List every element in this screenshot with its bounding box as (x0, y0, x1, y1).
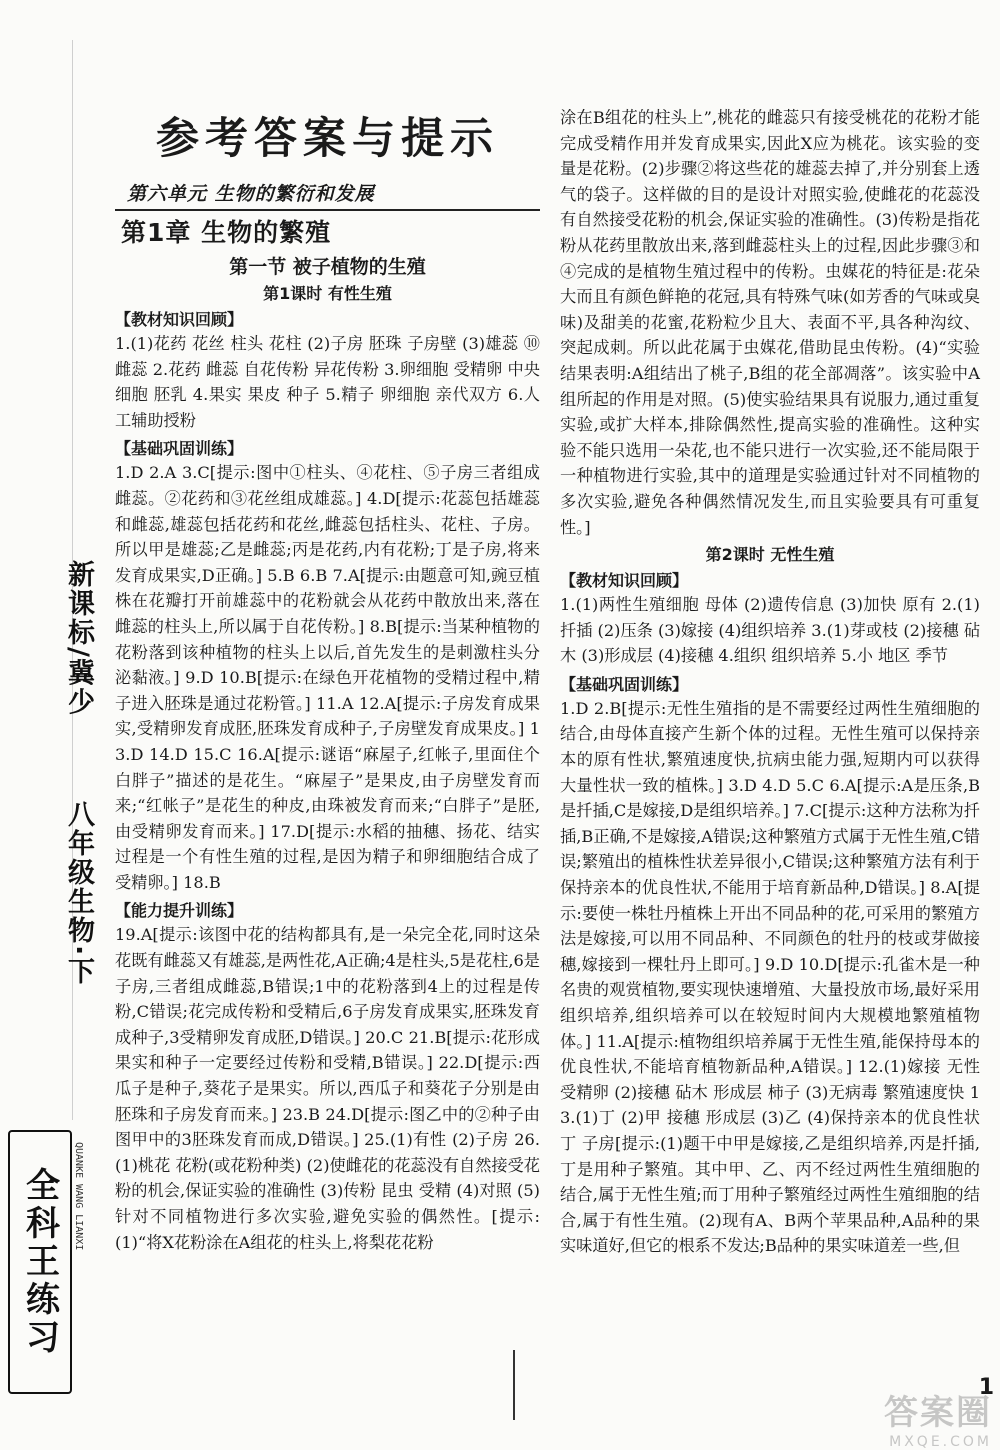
block-heading: 【基础巩固训练】 (115, 439, 244, 459)
right-column (560, 105, 980, 1259)
watermark-title: 答案圈 (884, 1393, 992, 1433)
book-spine (0, 0, 110, 1440)
answer-paragraph: 1.D 2.B[提示:无性生殖指的是不需要经过两性生殖细胞的结合,由母体直接产生新个体的过程。无性生殖可以保持亲本的原有性状,繁殖速度快,抗病虫能力强,短期内可以获得大量性状一致的植株。] 3.D 4.D 5.C 6.A[提示:A是压条,B是扦插,C是嫁接,D是组织培养。] 7.C[提示:这种方法称为扦插,B正确,不是嫁接,A错误;这种繁殖方式属于无性生殖,C错误;繁殖出的植株性状差异很小,C错误;这种繁殖方法有利于保持亲本的优良性状,不能用于培育新品种,D错误。] 8.A[提示:要使一株牡丹植株上开出不同品种的花,可采用的繁殖方法是嫁接,可以用不同品种、不同颜色的牡丹的枝或芽做接穗,嫁接到一棵牡丹上即可。] 9.D 10.D[提示:孔雀木是一种名贵的观赏植物,要实现快速增殖、大量投放市场,最好采用组织培养,组织培养可以在较短时间内大规模地繁殖植物体。] 11.A[提示:植物组织培养属于无性生殖,能保持母本的优良性状,不能培育植物新品种,A错误。] 12.(1)嫁接 无性 受精卵 (2)接穗 砧木 形成层 柿子 (3)无病毒 繁殖速度快 13.(1)丁 (2)甲 接穗 形成层 (3)乙 (4)保持亲本的优良性状 丁 子房[提示:(1)题干中甲是嫁接,乙是组织培养,丙是扦插,丁是用种子繁殖。其中甲、乙、丙不经过两性生殖细胞的结合,属于无性生殖;而丁用种子繁殖经过两性生殖细胞的结合,属于有性生殖。(2)现有A、B两个苹果品种,A品种的果实味道好,但它的根系不发达;B品种的果实味道差一些,但 (560, 698, 980, 1256)
page-title: 参考答案与提示 (156, 114, 499, 164)
lesson-title: 第1课时 有性生殖 (263, 284, 392, 303)
answer-paragraph: 1.(1)花药 花丝 柱头 花柱 (2)子房 胚珠 子房壁 (3)雄蕊 ⑩ 雌蕊 2.花药 雌蕊 自花传粉 异花传粉 3.卵细胞 受精卵 中央细胞 胚乳 4.果实 果皮 种子 5.精子 卵细胞 亲代双方 6.人工辅助授粉 (115, 334, 540, 430)
unit-title: 第六单元 生物的繁衍和发展 (115, 177, 540, 211)
section-title: 第一节 被子植物的生殖 (229, 256, 426, 278)
left-column (115, 0, 540, 1255)
answer-paragraph: 1.D 2.A 3.C[提示:图中①柱头、④花柱、⑤子房三者组成雌蕊。②花药和③花丝组成雄蕊。] 4.D[提示:花蕊包括雄蕊和雌蕊,雄蕊包括花药和花丝,雌蕊包括柱头、花柱、子房。所以甲是雄蕊;乙是雌蕊;丙是花药,内有花粉;丁是子房,将来发育成果实,D正确。] 5.B 6.B 7.A[提示:由题意可知,豌豆植株在花瓣打开前雄蕊中的花粉就会从花药中散放出来,落在雌蕊的柱头上,所以属于自花传粉。] 8.B[提示:当某种植物的花粉落到该种植物的柱头上以后,首先发生的是刺激柱头分泌黏液。] 9.D 10.B[提示:在绿色开花植物的受精过程中,精子进入胚珠是通过花粉管。] 11.A 12.A[提示:子房发育成果实,受精卵发育成胚,胚珠发育成种子,子房壁发育成果皮。] 13.D 14.D 15.C 16.A[提示:谜语“麻屋子,红帐子,里面住个白胖子”描述的是花生。“麻屋子”是果皮,由子房壁发育而来;“红帐子”是花生的种皮,由珠被发育而来;“白胖子”是胚,由受精卵发育而来。] 17.D[提示:水稻的抽穗、扬花、结实过程是一个有性生殖的过程,是因为精子和卵细胞结合成了受精卵。] 18.B (115, 463, 540, 892)
block-heading: 【教材知识回顾】 (115, 310, 244, 329)
answer-paragraph: 19.A[提示:该图中花的结构都具有,是一朵完全花,同时这朵花既有雌蕊又有雄蕊,是两性花,A正确;4是柱头,5是花柱,6是子房,三者组成雌蕊,B错误;1中的花粉落到4上的过程是传粉,C错误;花完成传粉和受精后,6子房发育成果实,胚珠发育成种子,3受精卵发育成胚,D错误。] 20.C 21.B[提示:花形成果实和种子一定要经过传粉和受精,B错误。] 22.D[提示:西瓜子是种子,葵花子是果实。所以,西瓜子和葵花子分别是由胚珠和子房发育而来。] 23.B 24.D[提示:图乙中的②种子由图甲中的3胚珠发育而成,D错误。] 25.(1)有性 (2)子房 26.(1)桃花 花粉(或花粉种类) (2)使雌花的花蕊没有自然接受花粉的机会,保证实验的准确性 (3)传粉 昆虫 受精 (4)对照 (5)针对不同植物进行多次实验,避免实验的偶然性。[提示:(1)“将X花粉涂在A组花的柱头上,将梨花花粉 (115, 925, 540, 1252)
answer-paragraph: 1.(1)两性生殖细胞 母体 (2)遗传信息 (3)加快 原有 2.(1)扦插 (2)压条 (3)嫁接 (4)组织培养 3.(1)芽或枝 (2)接穗 砧木 (3)形成层 (4)接穗 4.组织 组织培养 5.小 地区 季节 (560, 595, 980, 666)
chapter-title: 第1章 生物的繁殖 (121, 218, 332, 247)
block-heading: 【教材知识回顾】 (560, 571, 689, 591)
answer-paragraph: 涂在B组花的柱头上”,桃花的雌蕊只有接受桃花的花粉才能完成受精作用并发育成果实,因此X应为桃花。该实验的变量是花粉。(2)步骤②将这些花的雄蕊去掉了,并分别套上透气的袋子。这样做的目的是设计对照实验,使雌花的花蕊没有自然接受花粉的机会,保证实验的准确性。(3)传粉是指花粉从花药里散放出来,落到雌蕊柱头上的过程,因此步骤③和④完成的是植物生殖过程中的传粉。虫媒花的特征是:花朵大而且有颜色鲜艳的花冠,具有特殊气味(如芳香的气味或臭味)及甜美的花蜜,花粉粒少且大、表面不平,具各种沟纹、突起成刺。所以此花属于虫媒花,借助昆虫传粉。(4)“实验结果表明:A组结出了桃子,B组的花全部凋落”。该实验中A组所起的作用是对照。(5)使实验结果具有说服力,通过重复实验,或扩大样本,排除偶然性,提高实验的准确性。这种实验不能只选用一朵花,也不能只进行一次实验,还不能局限于一种植物进行实验,其中的道理是实验通过针对不同植物的多次实验,避免各种偶然情况发生,而且实验要具有可重复性。] (560, 108, 980, 537)
brand-english: QUANKE WANG LIANXI (73, 1142, 84, 1251)
brand-logo (8, 1130, 84, 1394)
block-heading: 【能力提升训练】 (115, 901, 244, 921)
brand-name: 全科王练习 (19, 1167, 60, 1357)
spine-book-title: 八年级生物·下 (63, 800, 94, 987)
page-number: 1 (978, 1375, 994, 1400)
watermark (762, 1385, 992, 1450)
spine-edition: 新课标/冀少 (63, 560, 94, 717)
lesson-title: 第2课时 无性生殖 (705, 545, 835, 565)
block-heading: 【基础巩固训练】 (560, 674, 689, 694)
center-divider (513, 1350, 515, 1420)
watermark-url: MXQE.COM (889, 1434, 992, 1450)
